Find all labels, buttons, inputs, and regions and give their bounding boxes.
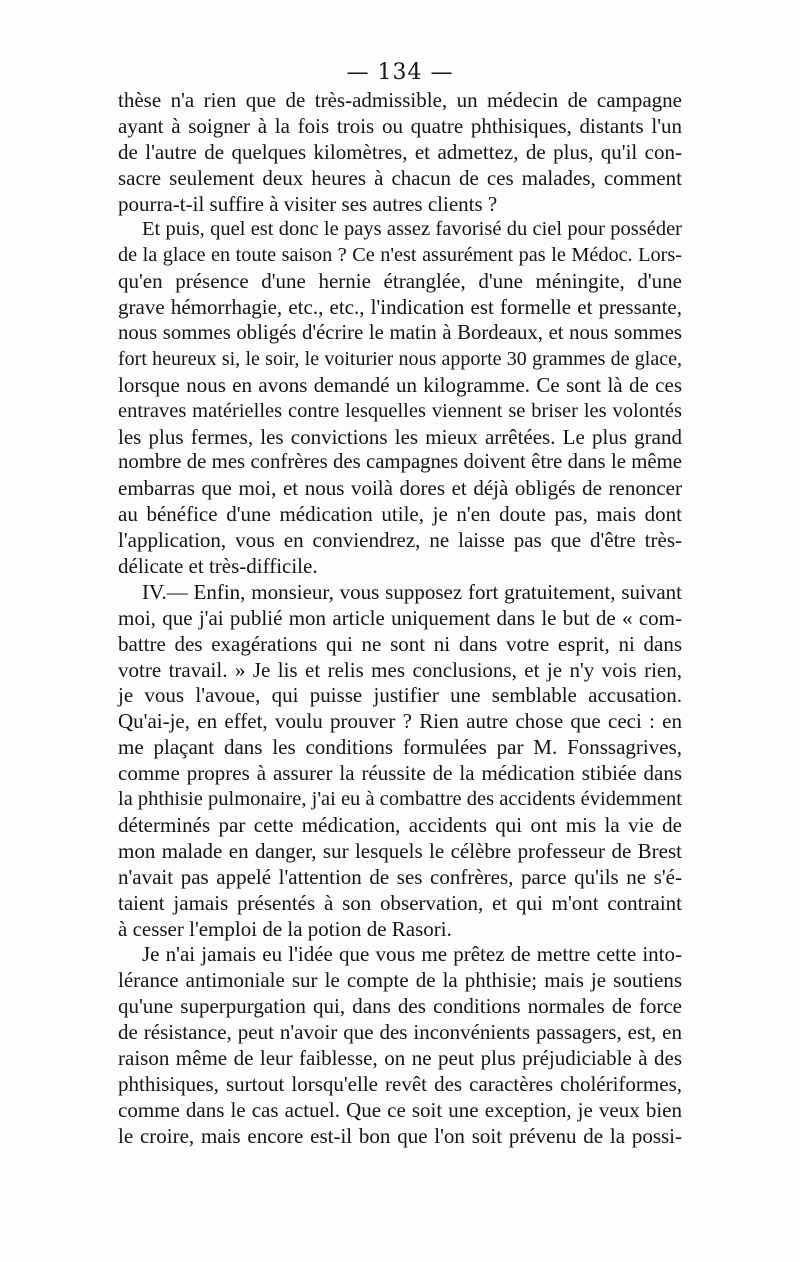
text-line: je vous l'avoue, qui puisse justifier une semblable accusation.	[118, 683, 682, 708]
text-line: le croire, mais encore est-il bon que l'on soit prévenu de la possi-	[118, 1123, 682, 1148]
text-line: qu'en présence d'une hernie étranglée, d'une méningite, d'une	[118, 269, 682, 294]
text-line: les plus fermes, les convictions les mieux arrêtées. Le plus grand	[118, 424, 682, 449]
text-line: moi, que j'ai publié mon article uniquement dans le but de « com-	[118, 605, 682, 630]
text-line: Je n'ai jamais eu l'idée que vous me prêtez de mettre cette into-	[142, 942, 682, 967]
text-line: grave hémorrhagie, etc., etc., l'indication est formelle et pressante,	[118, 295, 682, 320]
text-line: entraves matérielles contre lesquelles viennent se briser les volontés	[118, 399, 682, 422]
text-line: taient jamais présentés à son observation, et qui m'ont contraint	[118, 890, 682, 915]
text-line: lorsque nous en avons demandé un kilogramme. Ce sont là de ces	[118, 372, 682, 397]
text-line: nous sommes obligés d'écrire le matin à Bordeaux, et nous sommes	[118, 322, 682, 345]
text-line: fort heureux si, le soir, le voiturier nous apporte 30 grammes de glace,	[118, 347, 682, 370]
text-line: nombre de mes confrères des campagnes doivent être dans le même	[118, 451, 682, 474]
text-line: de l'autre de quelques kilomètres, et admettez, de plus, qu'il con-	[118, 139, 682, 164]
text-line: l'application, vous en conviendrez, ne laisse pas que d'être très-	[118, 528, 682, 553]
text-line: sacre seulement deux heures à chacun de ces malades, comment	[118, 165, 682, 190]
text-line: au bénéfice d'une médication utile, je n'en doute pas, mais dont	[118, 502, 682, 527]
text-line: de résistance, peut n'avoir que des inconvénients passagers, est, en	[118, 1020, 682, 1045]
text-line: pourra-t-il suffire à visiter ses autres clients ?	[118, 191, 498, 216]
text-line: de la glace en toute saison ? Ce n'est assurément pas le Médoc. Lors-	[118, 244, 682, 267]
text-line: la phthisie pulmonaire, j'ai eu à combattre des accidents évidemment	[118, 788, 682, 811]
text-line: IV.— Enfin, monsieur, vous supposez fort gratuitement, suivant	[142, 579, 682, 604]
body-text	[118, 88, 682, 1150]
text-line: délicate et très-difficile.	[118, 554, 318, 579]
text-line: raison même de leur faiblesse, on ne peut plus préjudiciable à des	[118, 1045, 682, 1070]
text-line: ayant à soigner à la fois trois ou quatre phthisiques, distants l'un	[118, 113, 682, 138]
text-line: mon malade en danger, sur lesquels le célèbre professeur de Brest	[118, 838, 682, 863]
text-line: qu'une superpurgation qui, dans des conditions normales de force	[118, 994, 682, 1019]
text-line: phthisiques, surtout lorsqu'elle revêt des caractères cholériformes,	[118, 1071, 682, 1096]
text-line: à cesser l'emploi de la potion de Rasori.	[118, 916, 452, 941]
text-line: comme dans le cas actuel. Que ce soit une exception, je veux bien	[118, 1097, 682, 1122]
text-line: thèse n'a rien que de très-admissible, un médecin de campagne	[118, 88, 682, 112]
text-line: embarras que moi, et nous voilà dores et déjà obligés de renoncer	[118, 476, 682, 501]
text-line: votre travail. » Je lis et relis mes conclusions, et je n'y vois rien,	[118, 657, 682, 682]
text-line: Et puis, quel est donc le pays assez favorisé du ciel pour posséder	[142, 218, 682, 241]
text-line: comme propres à assurer la réussite de la médication stibiée dans	[118, 761, 682, 786]
text-line: battre des exagérations qui ne sont ni dans votre esprit, ni dans	[118, 631, 682, 656]
text-line: déterminés par cette médication, accidents qui ont mis la vie de	[118, 812, 682, 837]
page-number: — 134 —	[346, 60, 454, 85]
text-line: lérance antimoniale sur le compte de la phthisie; mais je soutiens	[118, 968, 682, 993]
text-line: Qu'ai-je, en effet, voulu prouver ? Rien autre chose que ceci : en	[118, 709, 682, 734]
text-line: n'avait pas appelé l'attention de ses confrères, parce qu'ils ne s'é-	[118, 864, 682, 889]
text-line: me plaçant dans les conditions formulées par M. Fonssagrives,	[118, 735, 682, 760]
